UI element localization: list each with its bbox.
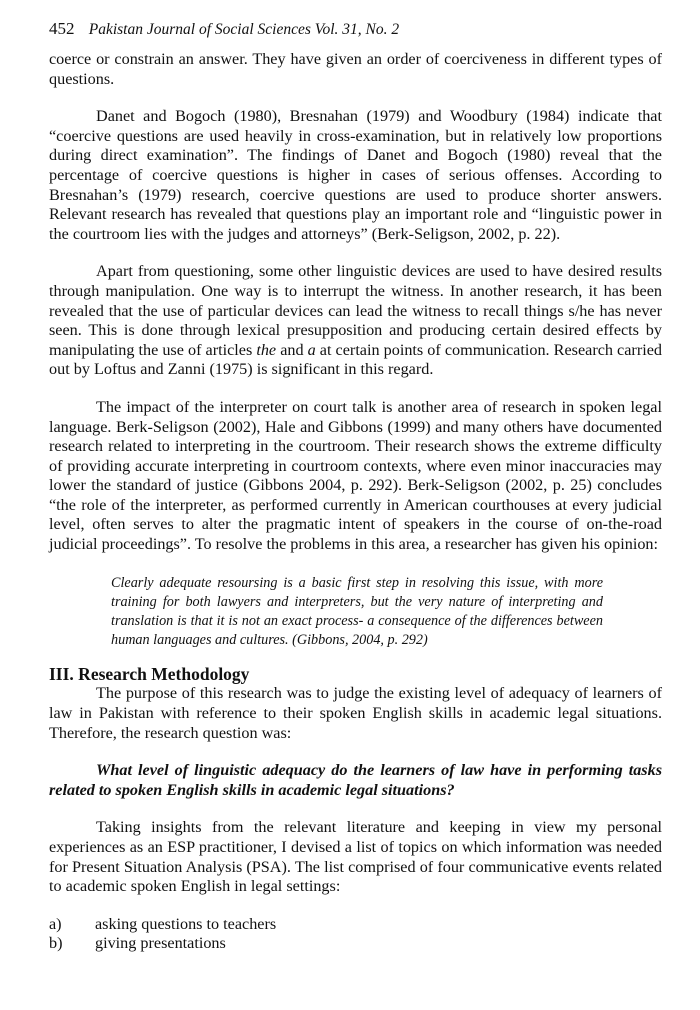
journal-title: Pakistan Journal of Social Sciences Vol. 31, No. 2: [88, 21, 400, 38]
list-marker: a): [49, 914, 62, 933]
paragraph-2: Danet and Bogoch (1980), Bresnahan (1979) and Woodbury (1984) indicate that “coercive questions are used heavily in cross-examination, but in relatively low proportions during direct examination”. The findings of Danet and Bogoch (1980) reveal that the percentage of coercive questions is higher in cases of serious offenses. According to Bresnahan’s (1979) research, coercive questions are used to produce shorter answers. Relevant research has revealed that questions play an important role and “linguistic power in the courtroom lies with the judges and attorneys” (Berk-Seligson, 2002, p. 22).: [49, 107, 662, 243]
article-a: a: [307, 340, 316, 359]
article-the: the: [256, 340, 277, 359]
list-marker: b): [49, 934, 63, 953]
paragraph-3: [49, 262, 662, 380]
block-quote: Clearly adequate resoursing is a basic first step in resolving this issue, with more training for both lawyers and interpreters, but the very nature of interpreting and translation is that it is not an exact process- a consequence of the differences between human languages and cultures. (Gibbons, 2004, p. 292): [111, 574, 603, 649]
page-body: [49, 50, 662, 954]
section-heading: III. Research Methodology: [49, 664, 250, 685]
list-item: [49, 915, 662, 935]
paragraph-4: The impact of the interpreter on court talk is another area of research in spoken legal language. Berk-Seligson (2002), Hale and Gibbons (1999) and many others have documented research related to interpreting in the courtroom. Their research shows the extreme difficulty of providing accurate interpreting in courtroom contexts, where even minor inaccuracies may lower the standard of justice (Gibbons 2004, p. 292). Berk-Seligson (2002, p. 25) concludes “the role of the interpreter, as performed currently in American courthouses at every judicial level, often serves to alter the pragmatic intent of speakers in the course of on-the-road judicial proceedings”. To resolve the problems in this area, a researcher has given his opinion:: [49, 397, 662, 554]
paragraph-3-text-b: and: [276, 340, 308, 359]
list-item: [49, 934, 662, 954]
paragraph-5: The purpose of this research was to judge the existing level of adequacy of learners of law in Pakistan with reference to their spoken English skills in academic legal situations. Therefore, the research question was:: [49, 684, 662, 742]
list-item-text: asking questions to teachers: [95, 914, 277, 933]
page-number: 452: [49, 19, 75, 38]
paragraph-1: coerce or constrain an answer. They have given an order of coerciveness in different types of questions.: [49, 50, 662, 88]
running-header: [49, 18, 399, 41]
communicative-events-list: [49, 915, 662, 954]
research-question: What level of linguistic adequacy do the learners of law have in performing tasks related to spoken English skills in academic legal situations?: [49, 761, 662, 799]
list-item-text: giving presentations: [95, 934, 226, 953]
paragraph-3-text-c: at certain points of communication. Research carried out by Loftus and Zanni (1975) is significant in this regard.: [49, 340, 662, 379]
paragraph-6: Taking insights from the relevant literature and keeping in view my personal experiences as an ESP practitioner, I devised a list of topics on which information was needed for Present Situation Analysis (PSA). The list comprised of four communicative events related to academic spoken English in legal settings:: [49, 818, 662, 896]
paragraph-3-text-a: Apart from questioning, some other linguistic devices are used to have desired results through manipulation. One way is to interrupt the witness. In another research, it has been revealed that the use of particular devices can lead the witness to recall things s/he has never seen. This is done through lexical presupposition and producing certain desired effects by manipulating the use of articles: [49, 262, 662, 359]
